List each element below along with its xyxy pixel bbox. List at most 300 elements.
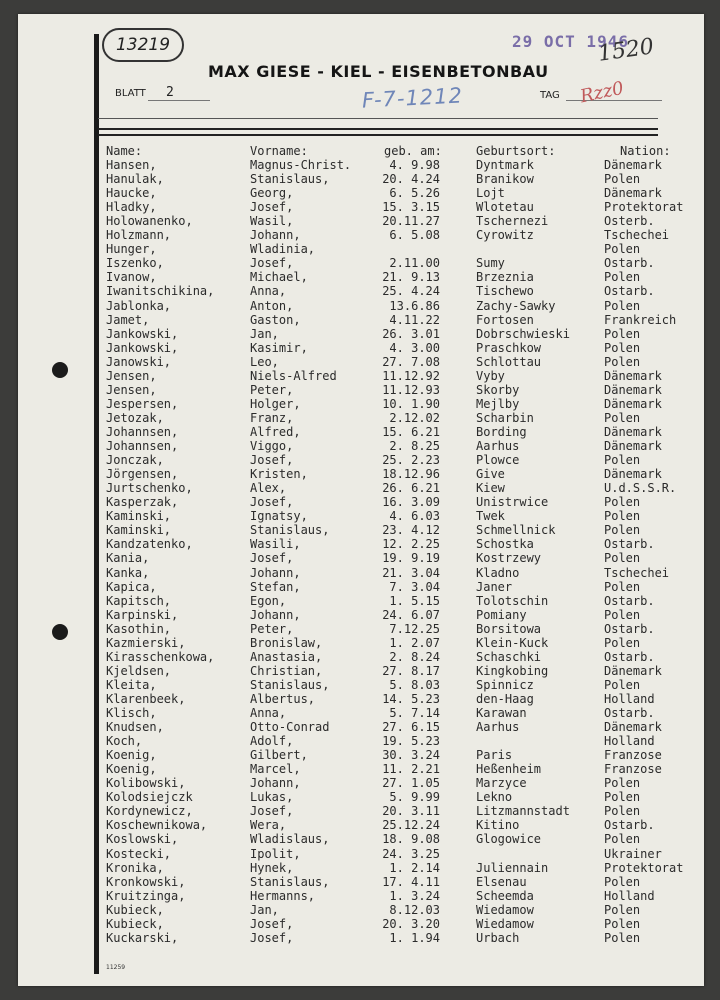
table-row xyxy=(0,495,720,509)
row-first-name: Josef, xyxy=(250,256,294,271)
row-first-name: Leo, xyxy=(250,354,279,369)
table-row xyxy=(0,748,720,762)
row-nation: Ostarb. xyxy=(604,818,655,833)
table-row xyxy=(0,832,720,846)
row-name: Holzmann, xyxy=(106,228,172,243)
row-nation: Polen xyxy=(604,635,641,650)
row-first-name: Otto-Conrad xyxy=(250,720,330,734)
row-name: Kostecki, xyxy=(106,846,172,861)
row-birth-date: 19. 9.19 xyxy=(382,551,440,566)
row-birth-date: 6. 5.08 xyxy=(389,228,440,243)
row-first-name: Josef, xyxy=(250,495,294,510)
row-birthplace: Praschkow xyxy=(476,340,542,355)
row-birthplace: Karawan xyxy=(476,706,527,720)
row-birthplace: Wiedamow xyxy=(476,916,534,931)
table-row xyxy=(0,847,720,861)
row-birthplace: Mejlby xyxy=(476,396,520,411)
row-first-name: Kasimir, xyxy=(250,340,308,355)
row-nation: Polen xyxy=(604,495,641,510)
row-first-name: Anastasia, xyxy=(250,649,323,664)
row-name: Kolibowski, xyxy=(106,776,186,791)
row-nation: Polen xyxy=(604,172,641,187)
row-birthplace: Juliennain xyxy=(476,860,549,875)
row-birthplace: Vyby xyxy=(476,368,505,383)
table-row xyxy=(0,889,720,903)
row-name: Koschewnikowa, xyxy=(106,818,208,833)
table-row xyxy=(0,327,720,341)
row-name: Kubieck, xyxy=(106,916,164,931)
row-first-name: Gilbert, xyxy=(250,748,308,763)
row-birthplace: Dyntmark xyxy=(476,158,534,172)
column-header-name: Name: xyxy=(106,144,143,158)
row-nation: Polen xyxy=(604,453,641,468)
row-nation: Ostarb. xyxy=(604,256,655,271)
row-first-name: Anna, xyxy=(250,706,287,720)
row-nation: U.d.S.S.R. xyxy=(604,481,677,496)
row-name: Koslowski, xyxy=(106,832,179,847)
table-row xyxy=(0,509,720,523)
tag-red-mark: Rzz0 xyxy=(578,77,626,108)
table-row xyxy=(0,369,720,383)
row-birthplace: Litzmannstadt xyxy=(476,804,570,819)
row-nation: Polen xyxy=(604,776,641,791)
row-first-name: Wasil, xyxy=(250,214,294,229)
row-name: Jankowski, xyxy=(106,326,179,341)
row-nation: Ostarb. xyxy=(604,706,655,720)
row-birthplace: Branikow xyxy=(476,172,534,187)
row-birth-date: 4. 3.00 xyxy=(389,340,440,355)
row-name: Kuckarski, xyxy=(106,930,179,945)
row-name: Klarenbeek, xyxy=(106,691,186,706)
footer-code: 11259 xyxy=(106,964,126,971)
row-birth-date: 4.11.22 xyxy=(389,312,440,327)
row-nation: Ukrainer xyxy=(604,846,662,861)
row-birthplace: Scharbin xyxy=(476,410,534,425)
row-birth-date: 25.12.24 xyxy=(382,818,440,833)
column-header-geb: geb. am: xyxy=(384,144,442,158)
table-row xyxy=(0,200,720,214)
row-first-name: Stanislaus, xyxy=(250,172,330,187)
row-first-name: Albertus, xyxy=(250,691,316,706)
row-nation: Polen xyxy=(604,902,641,917)
row-nation: Tschechei xyxy=(604,565,670,580)
table-row xyxy=(0,411,720,425)
row-birthplace: Dobrschwieski xyxy=(476,326,570,341)
table-row xyxy=(0,734,720,748)
row-first-name: Jan, xyxy=(250,326,279,341)
tag-label: TAG xyxy=(540,90,560,101)
column-header-geburtsort: Geburtsort: xyxy=(476,144,556,158)
row-birth-date: 11.12.93 xyxy=(382,382,440,397)
row-birth-date: 25. 4.24 xyxy=(382,284,440,299)
row-name: Kasothin, xyxy=(106,621,172,636)
row-first-name: Johann, xyxy=(250,228,301,243)
row-name: Jablonka, xyxy=(106,298,172,313)
row-first-name: Niels-Alfred xyxy=(250,368,337,383)
table-row xyxy=(0,776,720,790)
table-row xyxy=(0,650,720,664)
row-birth-date: 27. 1.05 xyxy=(382,776,440,791)
blatt-label: BLATT xyxy=(115,88,146,99)
row-birth-date: 1. 3.24 xyxy=(389,888,440,903)
row-birth-date: 19. 5.23 xyxy=(382,734,440,749)
row-birthplace: Schaschki xyxy=(476,649,542,664)
row-nation: Polen xyxy=(604,242,641,257)
row-name: Ivanow, xyxy=(106,270,157,285)
row-birth-date: 23. 4.12 xyxy=(382,523,440,538)
row-first-name: Jan, xyxy=(250,902,279,917)
table-row xyxy=(0,172,720,186)
row-nation: Dänemark xyxy=(604,396,662,411)
row-nation: Dänemark xyxy=(604,368,662,383)
row-birth-date: 25. 2.23 xyxy=(382,453,440,468)
handwritten-number: 1520 xyxy=(596,34,656,67)
row-first-name: Bronislaw, xyxy=(250,635,323,650)
table-row xyxy=(0,931,720,945)
row-name: Jörgensen, xyxy=(106,467,179,482)
row-birth-date: 18.12.96 xyxy=(382,467,440,482)
table-row xyxy=(0,861,720,875)
table-row xyxy=(0,594,720,608)
row-birth-date: 2.11.00 xyxy=(389,256,440,271)
row-nation: Polen xyxy=(604,551,641,566)
row-birth-date: 6. 5.26 xyxy=(389,186,440,201)
row-first-name: Viggo, xyxy=(250,439,294,453)
row-birth-date: 16. 3.09 xyxy=(382,495,440,510)
row-birthplace: Urbach xyxy=(476,930,520,945)
row-birth-date: 1. 1.94 xyxy=(389,930,440,945)
row-name: Jetozak, xyxy=(106,410,164,425)
table-row xyxy=(0,397,720,411)
row-name: Jespersen, xyxy=(106,396,179,411)
row-first-name: Peter, xyxy=(250,382,294,397)
row-nation: Holland xyxy=(604,888,655,903)
row-name: Kjeldsen, xyxy=(106,663,172,678)
row-birth-date: 27. 6.15 xyxy=(382,720,440,734)
row-name: Kolodsiejczk xyxy=(106,790,193,805)
row-name: Kasperzak, xyxy=(106,495,179,510)
row-name: Karpinski, xyxy=(106,607,179,622)
row-birthplace: Unistrwice xyxy=(476,495,549,510)
row-nation: Polen xyxy=(604,340,641,355)
row-birthplace: Give xyxy=(476,467,505,482)
row-birthplace: Elsenau xyxy=(476,874,527,889)
row-birthplace: Twek xyxy=(476,509,505,524)
row-birth-date: 1. 5.15 xyxy=(389,593,440,608)
row-nation: Polen xyxy=(604,270,641,285)
row-nation: Franzose xyxy=(604,762,662,777)
row-nation: Polen xyxy=(604,523,641,538)
row-nation: Frankreich xyxy=(604,312,677,327)
row-first-name: Hermanns, xyxy=(250,888,316,903)
table-row xyxy=(0,622,720,636)
row-first-name: Georg, xyxy=(250,186,294,201)
row-name: Johannsen, xyxy=(106,439,179,453)
row-first-name: Hynek, xyxy=(250,860,294,875)
row-name: Jankowski, xyxy=(106,340,179,355)
row-name: Kapica, xyxy=(106,579,157,594)
row-name: Knudsen, xyxy=(106,720,164,734)
row-birthplace: Schlottau xyxy=(476,354,542,369)
row-name: Hunger, xyxy=(106,242,157,257)
row-first-name: Johann, xyxy=(250,607,301,622)
row-name: Iwanitschikina, xyxy=(106,284,215,299)
blatt-underline xyxy=(148,100,210,101)
row-nation: Polen xyxy=(604,579,641,594)
row-birth-date: 15. 3.15 xyxy=(382,200,440,215)
row-birthplace: Klein-Kuck xyxy=(476,635,549,650)
header-divider xyxy=(98,118,658,119)
row-first-name: Holger, xyxy=(250,396,301,411)
table-row xyxy=(0,270,720,284)
table-row xyxy=(0,341,720,355)
row-first-name: Wasili, xyxy=(250,537,301,552)
table-row xyxy=(0,453,720,467)
row-nation: Holland xyxy=(604,691,655,706)
row-first-name: Wladislaus, xyxy=(250,832,330,847)
row-birthplace: Lojt xyxy=(476,186,505,201)
circled-number-stamp: 13219 xyxy=(102,28,184,62)
row-first-name: Anna, xyxy=(250,284,287,299)
row-birth-date: 11. 2.21 xyxy=(382,762,440,777)
row-first-name: Josef, xyxy=(250,453,294,468)
row-name: Kanka, xyxy=(106,565,150,580)
row-birthplace: Tschernezi xyxy=(476,214,549,229)
row-first-name: Josef, xyxy=(250,930,294,945)
row-birth-date: 26. 3.01 xyxy=(382,326,440,341)
row-birth-date: 5. 7.14 xyxy=(389,706,440,720)
row-birth-date: 10. 1.90 xyxy=(382,396,440,411)
row-name: Jurtschenko, xyxy=(106,481,193,496)
row-first-name: Alfred, xyxy=(250,424,301,439)
row-name: Kapitsch, xyxy=(106,593,172,608)
row-nation: Dänemark xyxy=(604,439,662,453)
row-first-name: Stanislaus, xyxy=(250,523,330,538)
row-birth-date: 12. 2.25 xyxy=(382,537,440,552)
table-row xyxy=(0,692,720,706)
file-reference: F-7-1212 xyxy=(361,83,464,113)
row-first-name: Ipolit, xyxy=(250,846,301,861)
row-nation: Dänemark xyxy=(604,663,662,678)
table-row xyxy=(0,818,720,832)
table-row xyxy=(0,425,720,439)
row-nation: Polen xyxy=(604,804,641,819)
row-nation: Polen xyxy=(604,790,641,805)
row-nation: Polen xyxy=(604,410,641,425)
row-first-name: Franz, xyxy=(250,410,294,425)
table-row xyxy=(0,299,720,313)
row-name: Kronika, xyxy=(106,860,164,875)
row-name: Kubieck, xyxy=(106,902,164,917)
row-first-name: Kristen, xyxy=(250,467,308,482)
row-name: Hansen, xyxy=(106,158,157,172)
row-birth-date: 20. 4.24 xyxy=(382,172,440,187)
row-birth-date: 8.12.03 xyxy=(389,902,440,917)
table-row xyxy=(0,608,720,622)
row-name: Kleita, xyxy=(106,677,157,692)
row-name: Kronkowski, xyxy=(106,874,186,889)
row-birth-date: 26. 6.21 xyxy=(382,481,440,496)
table-row xyxy=(0,875,720,889)
row-first-name: Josef, xyxy=(250,200,294,215)
row-first-name: Egon, xyxy=(250,593,287,608)
row-birth-date: 7. 3.04 xyxy=(389,579,440,594)
row-birthplace: Schostka xyxy=(476,537,534,552)
row-name: Johannsen, xyxy=(106,424,179,439)
row-birthplace: Borsitowa xyxy=(476,621,542,636)
row-first-name: Adolf, xyxy=(250,734,294,749)
table-row xyxy=(0,790,720,804)
row-birth-date: 11.12.92 xyxy=(382,368,440,383)
table-row xyxy=(0,566,720,580)
row-birthplace: Glogowice xyxy=(476,832,542,847)
row-birthplace: Wlotetau xyxy=(476,200,534,215)
row-name: Kazmierski, xyxy=(106,635,186,650)
row-birth-date: 21. 3.04 xyxy=(382,565,440,580)
row-nation: Polen xyxy=(604,916,641,931)
blatt-value: 2 xyxy=(166,85,174,100)
table-row xyxy=(0,158,720,172)
row-name: Kirasschenkowa, xyxy=(106,649,215,664)
row-birthplace: Kitino xyxy=(476,818,520,833)
row-first-name: Michael, xyxy=(250,270,308,285)
table-row xyxy=(0,580,720,594)
header-rule xyxy=(98,128,658,130)
row-birthplace: Heßenheim xyxy=(476,762,542,777)
row-birthplace: Tolotschin xyxy=(476,593,549,608)
row-name: Kandzatenko, xyxy=(106,537,193,552)
row-name: Iszenko, xyxy=(106,256,164,271)
row-nation: Dänemark xyxy=(604,382,662,397)
row-first-name: Lukas, xyxy=(250,790,294,805)
table-row xyxy=(0,903,720,917)
table-row xyxy=(0,481,720,495)
row-nation: Franzose xyxy=(604,748,662,763)
column-header-vorname: Vorname: xyxy=(250,144,308,158)
row-first-name: Stefan, xyxy=(250,579,301,594)
row-first-name: Gaston, xyxy=(250,312,301,327)
row-name: Kaminski, xyxy=(106,509,172,524)
table-row xyxy=(0,383,720,397)
row-first-name: Peter, xyxy=(250,621,294,636)
row-birthplace: Fortosen xyxy=(476,312,534,327)
row-nation: Polen xyxy=(604,874,641,889)
table-row xyxy=(0,636,720,650)
row-first-name: Wladinia, xyxy=(250,242,316,257)
row-first-name: Magnus-Christ. xyxy=(250,158,352,172)
row-birth-date: 17. 4.11 xyxy=(382,874,440,889)
row-first-name: Stanislaus, xyxy=(250,677,330,692)
row-first-name: Anton, xyxy=(250,298,294,313)
row-name: Holowanenko, xyxy=(106,214,193,229)
row-first-name: Ignatsy, xyxy=(250,509,308,524)
row-birth-date: 1. 2.14 xyxy=(389,860,440,875)
row-birthplace: Aarhus xyxy=(476,439,520,453)
row-name: Haucke, xyxy=(106,186,157,201)
row-nation: Dänemark xyxy=(604,186,662,201)
row-nation: Polen xyxy=(604,930,641,945)
row-first-name: Stanislaus, xyxy=(250,874,330,889)
row-birthplace: Wiedamow xyxy=(476,902,534,917)
row-name: Kaminski, xyxy=(106,523,172,538)
row-birth-date: 24. 3.25 xyxy=(382,846,440,861)
row-nation: Ostarb. xyxy=(604,284,655,299)
row-first-name: Josef, xyxy=(250,551,294,566)
row-first-name: Christian, xyxy=(250,663,323,678)
header-rule-2 xyxy=(98,134,658,136)
table-row xyxy=(0,355,720,369)
row-nation: Polen xyxy=(604,298,641,313)
row-first-name: Alex, xyxy=(250,481,287,496)
row-nation: Ostarb. xyxy=(604,621,655,636)
row-birthplace: Janer xyxy=(476,579,513,594)
row-birthplace: Pomiany xyxy=(476,607,527,622)
table-row xyxy=(0,284,720,298)
row-first-name: Marcel, xyxy=(250,762,301,777)
row-birthplace: Plowce xyxy=(476,453,520,468)
table-row xyxy=(0,664,720,678)
table-row xyxy=(0,242,720,256)
row-birth-date: 27. 8.17 xyxy=(382,663,440,678)
row-birthplace: Kladno xyxy=(476,565,520,580)
row-nation: Osterb. xyxy=(604,214,655,229)
row-birth-date: 4. 6.03 xyxy=(389,509,440,524)
row-birth-date: 2. 8.24 xyxy=(389,649,440,664)
row-name: Kordynewicz, xyxy=(106,804,193,819)
table-row xyxy=(0,256,720,270)
row-birthplace: Spinnicz xyxy=(476,677,534,692)
date-stamp: 29 OCT 1946 xyxy=(512,32,629,51)
row-birth-date: 1. 2.07 xyxy=(389,635,440,650)
row-birth-date: 20.11.27 xyxy=(382,214,440,229)
row-nation: Polen xyxy=(604,509,641,524)
row-nation: Dänemark xyxy=(604,467,662,482)
row-birth-date: 21. 9.13 xyxy=(382,270,440,285)
table-row xyxy=(0,551,720,565)
table-row xyxy=(0,720,720,734)
row-name: Jensen, xyxy=(106,368,157,383)
row-birthplace: Sumy xyxy=(476,256,505,271)
row-nation: Dänemark xyxy=(604,720,662,734)
row-birthplace: Cyrowitz xyxy=(476,228,534,243)
row-birthplace: Kiew xyxy=(476,481,505,496)
row-nation: Tschechei xyxy=(604,228,670,243)
row-birthplace: Bording xyxy=(476,424,527,439)
row-birth-date: 27. 7.08 xyxy=(382,354,440,369)
table-row xyxy=(0,313,720,327)
row-first-name: Johann, xyxy=(250,565,301,580)
row-nation: Protektorat xyxy=(604,200,684,215)
row-birth-date: 4. 9.98 xyxy=(389,158,440,172)
row-birthplace: Tischewo xyxy=(476,284,534,299)
row-birth-date: 14. 5.23 xyxy=(382,691,440,706)
row-name: Jonczak, xyxy=(106,453,164,468)
row-first-name: Wera, xyxy=(250,818,287,833)
row-birth-date: 15. 6.21 xyxy=(382,424,440,439)
row-first-name: Josef, xyxy=(250,916,294,931)
row-nation: Holland xyxy=(604,734,655,749)
row-name: Jensen, xyxy=(106,382,157,397)
row-birthplace: Marzyce xyxy=(476,776,527,791)
row-birth-date: 13.6.86 xyxy=(389,298,440,313)
row-birthplace: Kingkobing xyxy=(476,663,549,678)
table-row xyxy=(0,917,720,931)
row-name: Kruitzinga, xyxy=(106,888,186,903)
table-row xyxy=(0,228,720,242)
table-row xyxy=(0,537,720,551)
row-nation: Dänemark xyxy=(604,424,662,439)
row-birth-date: 2. 8.25 xyxy=(389,439,440,453)
